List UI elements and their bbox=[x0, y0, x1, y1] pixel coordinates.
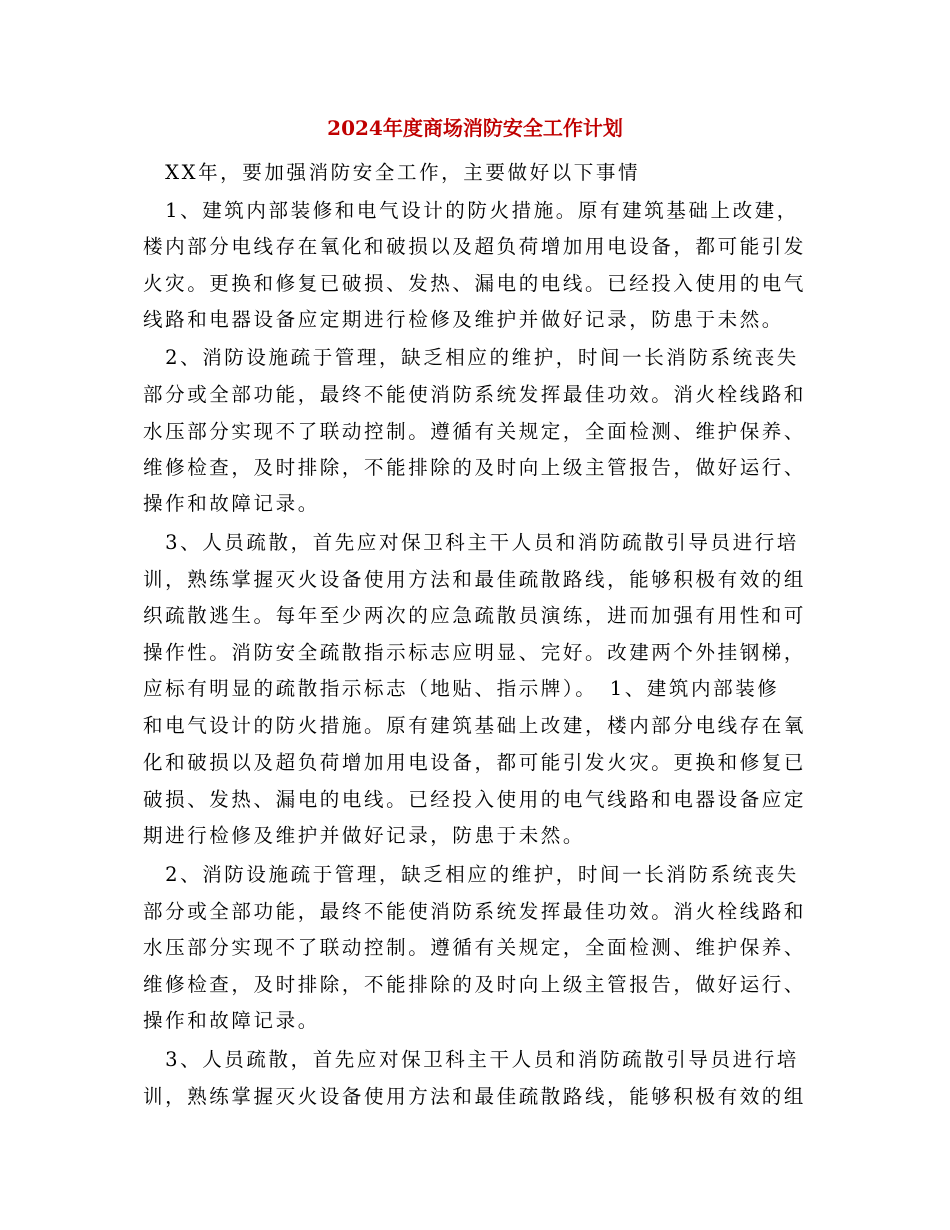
paragraph-line-23: 维修检查，及时排除，不能排除的及时向上级主管报告，做好运行、 bbox=[143, 973, 807, 996]
paragraph-line-17: 化和破损以及超负荷增加用电设备，都可能引发火灾。更换和修复已 bbox=[143, 751, 807, 774]
paragraph-line-15: 应标有明显的疏散指示标志（地贴、指示牌）。 1、建筑内部装修 bbox=[143, 677, 780, 700]
paragraph-line-20: 2、消防设施疏于管理，缺乏相应的维护，时间一长消防系统丧失 bbox=[143, 863, 799, 886]
paragraph-line-25: 3、人员疏散，首先应对保卫科主干人员和消防疏散引导员进行培 bbox=[143, 1048, 799, 1071]
paragraph-line-4: 火灾。更换和修复已破损、发热、漏电的电线。已经投入使用的电气 bbox=[143, 272, 807, 295]
paragraph-line-2: 1、建筑内部装修和电气设计的防火措施。原有建筑基础上改建， bbox=[143, 199, 799, 222]
paragraph-line-5: 线路和电器设备应定期进行检修及维护并做好记录，防患于未然。 bbox=[143, 308, 784, 331]
paragraph-line-6: 2、消防设施疏于管理，缺乏相应的维护，时间一长消防系统丧失 bbox=[143, 346, 799, 369]
paragraph-line-8: 水压部分实现不了联动控制。遵循有关规定，全面检测、维护保养、 bbox=[143, 420, 807, 443]
paragraph-line-14: 操作性。消防安全疏散指示标志应明显、完好。改建两个外挂钢梯， bbox=[143, 641, 807, 664]
paragraph-line-22: 水压部分实现不了联动控制。遵循有关规定，全面检测、维护保养、 bbox=[143, 936, 807, 959]
paragraph-line-21: 部分或全部功能，最终不能使消防系统发挥最佳功效。消火栓线路和 bbox=[143, 900, 807, 923]
paragraph-line-13: 织疏散逃生。每年至少两次的应急疏散员演练，进而加强有用性和可 bbox=[143, 604, 807, 627]
paragraph-line-18: 破损、发热、漏电的电线。已经投入使用的电气线路和电器设备应定 bbox=[143, 788, 807, 811]
document-title: 2024年度商场消防安全工作计划 bbox=[327, 116, 623, 140]
paragraph-line-1: XX年，要加强消防安全工作，主要做好以下事情 bbox=[143, 161, 641, 184]
paragraph-line-11: 3、人员疏散，首先应对保卫科主干人员和消防疏散引导员进行培 bbox=[143, 531, 799, 554]
paragraph-line-9: 维修检查，及时排除，不能排除的及时向上级主管报告，做好运行、 bbox=[143, 456, 807, 479]
paragraph-line-19: 期进行检修及维护并做好记录，防患于未然。 bbox=[143, 824, 586, 847]
paragraph-line-24: 操作和故障记录。 bbox=[143, 1009, 320, 1032]
paragraph-line-10: 操作和故障记录。 bbox=[143, 492, 320, 515]
paragraph-line-7: 部分或全部功能，最终不能使消防系统发挥最佳功效。消火栓线路和 bbox=[143, 383, 807, 406]
paragraph-line-3: 楼内部分电线存在氧化和破损以及超负荷增加用电设备，都可能引发 bbox=[143, 235, 807, 258]
paragraph-line-16: 和电气设计的防火措施。原有建筑基础上改建，楼内部分电线存在氧 bbox=[143, 714, 807, 737]
paragraph-line-12: 训，熟练掌握灭火设备使用方法和最佳疏散路线，能够积极有效的组 bbox=[143, 568, 807, 591]
paragraph-line-26: 训，熟练掌握灭火设备使用方法和最佳疏散路线，能够积极有效的组 bbox=[143, 1085, 807, 1108]
